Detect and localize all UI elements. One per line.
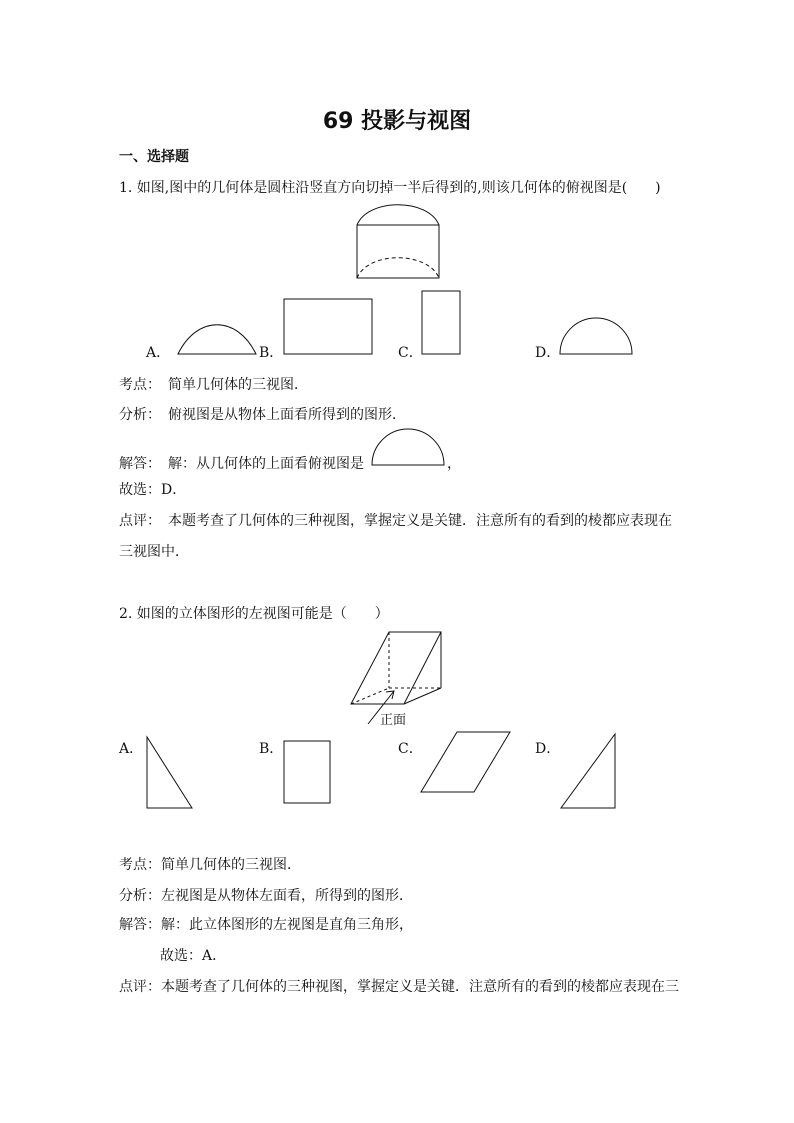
q1-solid-figure bbox=[356, 204, 440, 280]
q1-option-a-arc[interactable] bbox=[177, 323, 257, 355]
q1-dianping-line1: 点评： 本题考查了几何体的三种视图，掌握定义是关键．注意所有的看到的棱都应表现在 bbox=[119, 513, 672, 529]
q2-option-d-triangle[interactable] bbox=[560, 733, 617, 810]
q1-jieda-end: ， bbox=[447, 456, 461, 472]
q2-option-c-label[interactable]: C． bbox=[398, 741, 423, 757]
q1-option-a-label[interactable]: A． bbox=[146, 345, 171, 361]
q2-option-b-label[interactable]: B． bbox=[259, 741, 284, 757]
q1-kaodian: 考点： 简单几何体的三视图． bbox=[119, 377, 308, 393]
q2-kaodian: 考点：简单几何体的三视图． bbox=[119, 857, 301, 873]
q1-guxuan: 故选：D． bbox=[119, 482, 187, 498]
q2-option-a-triangle[interactable] bbox=[146, 736, 194, 810]
q1-answer-semicircle bbox=[371, 428, 445, 466]
page-title: 69 投影与视图 bbox=[322, 109, 472, 134]
q1-stem: 1. 如图,图中的几何体是圆柱沿竖直方向切掉一半后得到的,则该几何体的俯视图是( ) bbox=[119, 180, 661, 196]
q1-option-d-label[interactable]: D． bbox=[535, 345, 561, 361]
q2-front-label: 正面 bbox=[380, 713, 407, 728]
q1-option-c-label[interactable]: C． bbox=[398, 345, 423, 361]
q2-jieda: 解答：解：此立体图形的左视图是直角三角形， bbox=[119, 917, 413, 933]
q2-dianping: 点评：本题考查了几何体的三种视图，掌握定义是关键．注意所有的看到的棱都应表现在三 bbox=[119, 979, 679, 995]
q1-jieda: 解答： 解：从几何体的上面看俯视图是 bbox=[119, 456, 364, 472]
q1-option-b-label[interactable]: B． bbox=[259, 345, 284, 361]
q1-dianping-line2: 三视图中． bbox=[119, 544, 189, 560]
q1-option-c-rectangle[interactable] bbox=[421, 290, 461, 355]
q2-stem: 2. 如图的立体图形的左视图可能是（ ） bbox=[119, 606, 389, 622]
q1-option-b-rectangle[interactable] bbox=[283, 298, 373, 355]
q2-option-c-parallelogram[interactable] bbox=[420, 731, 512, 794]
q2-option-a-label[interactable]: A． bbox=[119, 741, 144, 757]
q2-option-d-label[interactable]: D． bbox=[535, 741, 561, 757]
q2-guxuan: 故选：A． bbox=[160, 948, 227, 964]
section-heading: 一、选择题 bbox=[119, 149, 189, 165]
q1-fenxi: 分析： 俯视图是从物体上面看所得到的图形． bbox=[119, 407, 406, 423]
q1-option-d-semicircle[interactable] bbox=[559, 317, 633, 355]
q2-option-b-rectangle[interactable] bbox=[283, 740, 331, 805]
q2-fenxi: 分析：左视图是从物体左面看，所得到的图形． bbox=[119, 888, 413, 904]
